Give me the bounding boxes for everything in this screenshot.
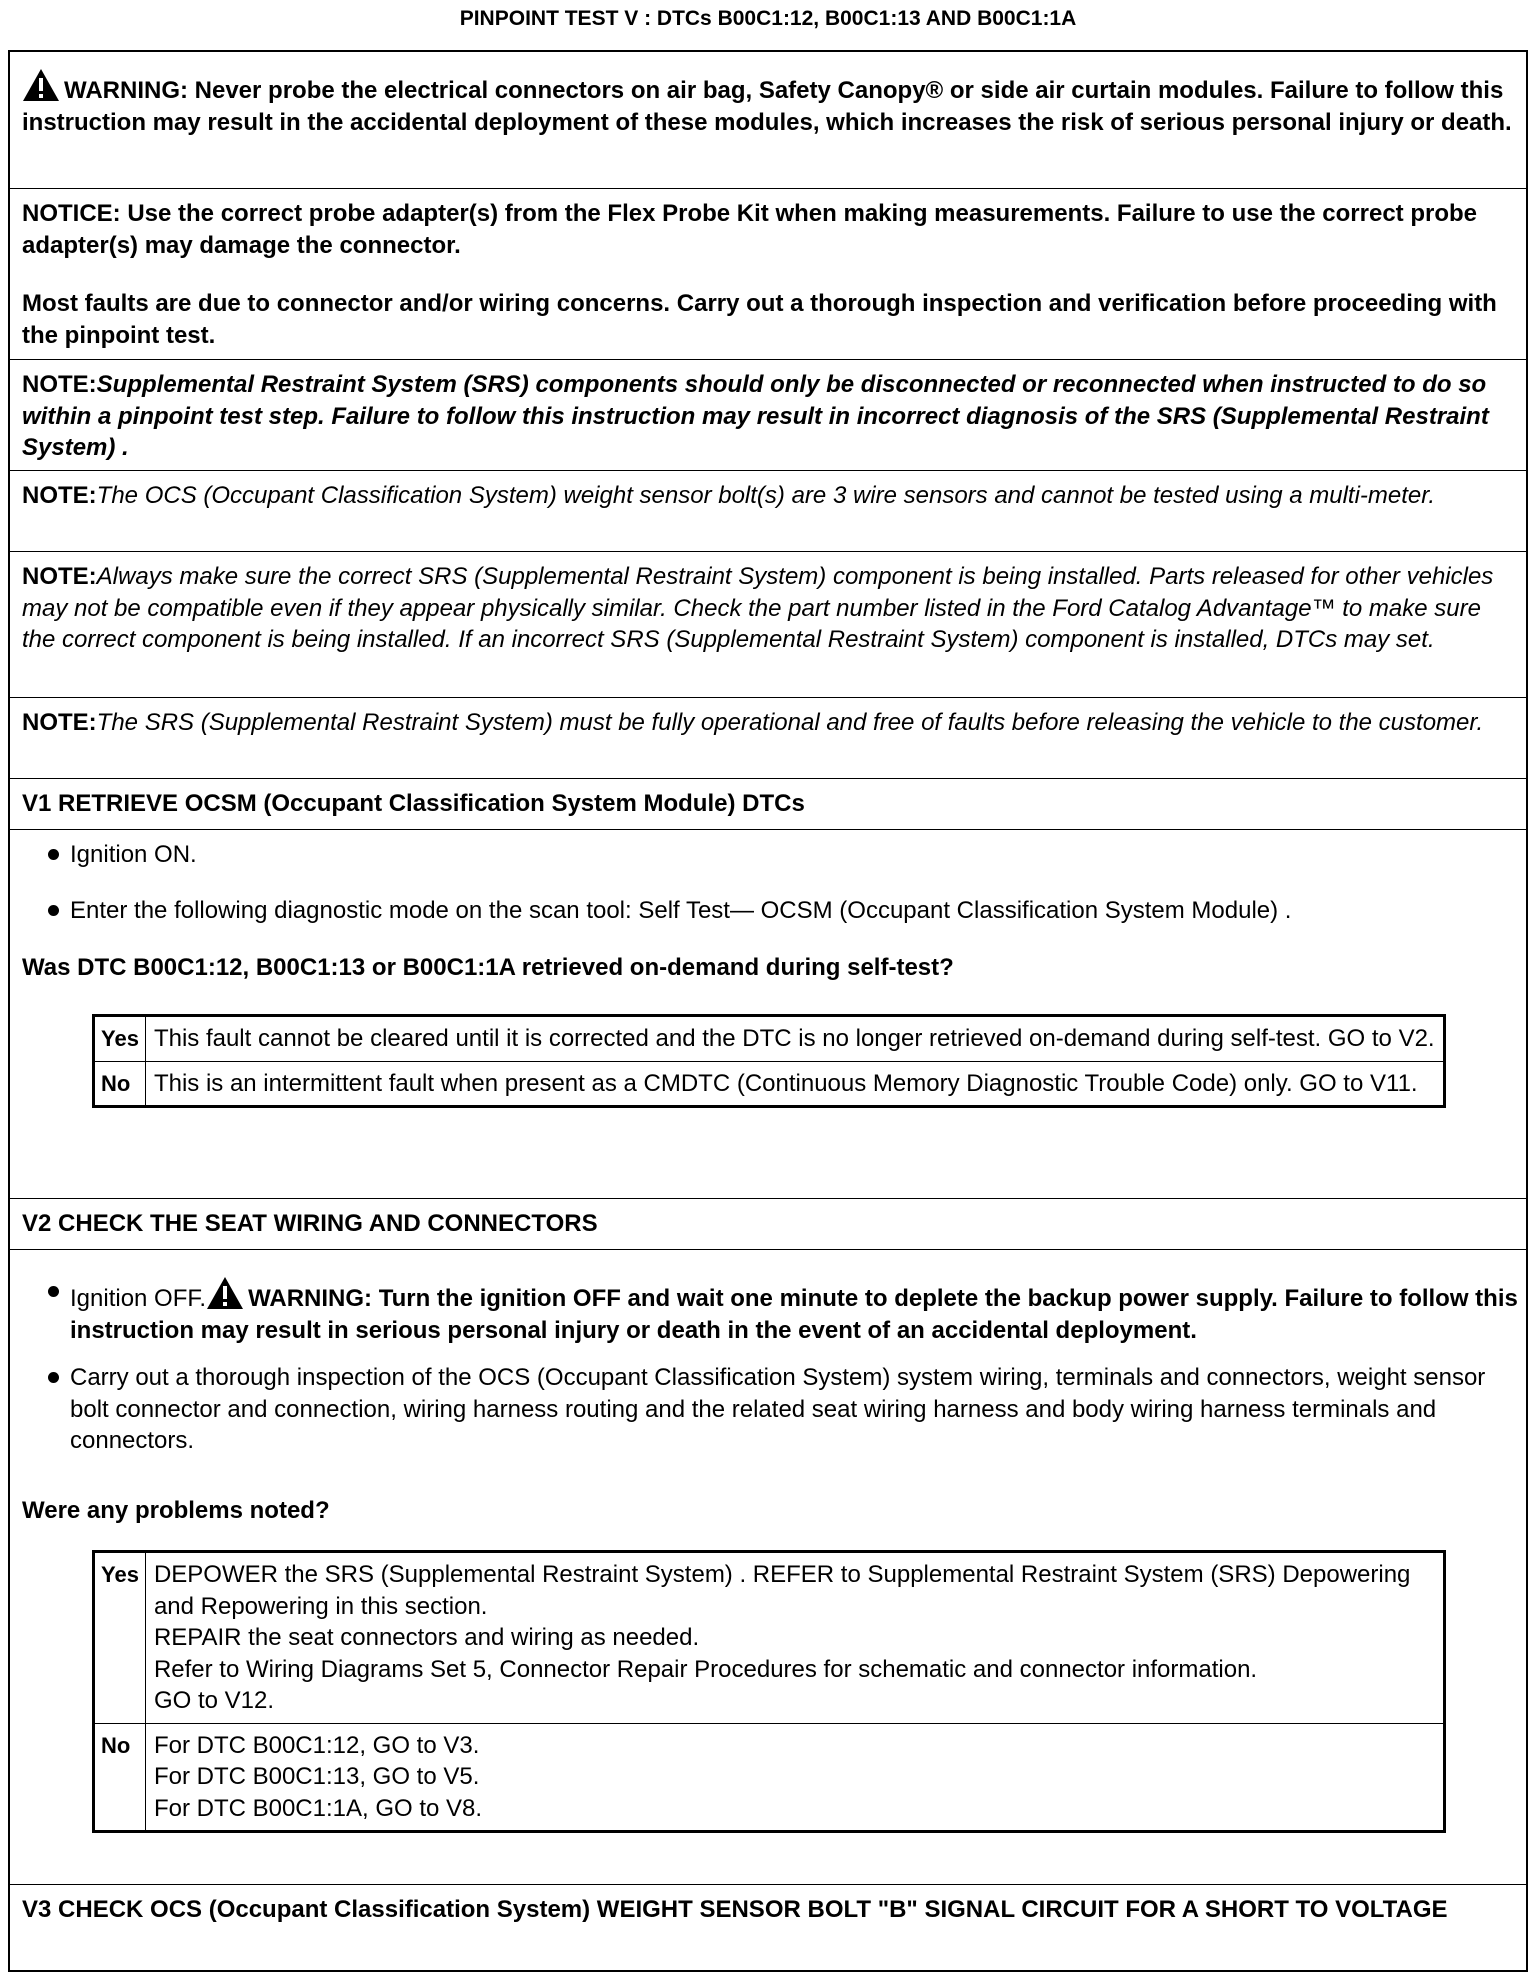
divider <box>10 778 1526 779</box>
note-text: The OCS (Occupant Classification System) weight sensor bolt(s) are 3 wire sensors and cannot be tested using a multi-meter. <box>96 482 1436 509</box>
warning-triangle-icon <box>22 68 60 102</box>
page-title: PINPOINT TEST V : DTCs B00C1:12, B00C1:13 AND B00C1:1A <box>459 7 1077 30</box>
note-lead: NOTE: <box>22 563 97 590</box>
answer-no-text: For DTC B00C1:12, GO to V3. For DTC B00C1:13, GO to V5. For DTC B00C1:1A, GO to V8. <box>145 1723 1444 1832</box>
answer-yes-label: Yes <box>94 1016 146 1062</box>
bullet-dot-icon <box>48 849 59 860</box>
answer-yes-label: Yes <box>94 1552 146 1724</box>
divider <box>10 188 1526 189</box>
faults-text: Most faults are due to connector and/or wiring concerns. Carry out a thorough inspection and verification before proceeding with the pinpoint test. <box>22 290 1497 349</box>
note-operational <box>10 701 1526 739</box>
note-text: Always make sure the correct SRS (Supplemental Restraint System) component is being installed. Parts released for other vehicles may not be compatible even if they appear physically similar. Check the part number listed in the Ford Catalog Advantage™ to make sure the correct component is being installed. If an incorrect SRS (Supplemental Restraint System) component is installed, DTCs may set. <box>22 563 1494 653</box>
list-item: Enter the following diagnostic mode on the scan tool: Self Test— OCSM (Occupant Classification System Module) . <box>26 895 1518 927</box>
note-lead: NOTE: <box>22 371 97 398</box>
bullet-dot-icon <box>48 1286 59 1297</box>
note-correct-component <box>10 555 1526 656</box>
v3-heading: V3 CHECK OCS (Occupant Classification System) WEIGHT SENSOR BOLT "B" SIGNAL CIRCUIT FOR A SHORT TO VOLTAGE <box>22 1896 1448 1923</box>
answer-no-label: No <box>94 1723 146 1832</box>
divider <box>10 1884 1526 1885</box>
note-text: The SRS (Supplemental Restraint System) must be fully operational and free of faults before releasing the vehicle to the customer. <box>96 709 1484 736</box>
v1-question: Was DTC B00C1:12, B00C1:13 or B00C1:1A retrieved on-demand during self-test? <box>22 954 954 981</box>
table-row <box>94 1016 1445 1062</box>
note-text: Supplemental Restraint System (SRS) components should only be disconnected or reconnected when instructed to do so within a pinpoint test step. Failure to follow this instruction may result in incorrect diagnosis of the SRS (Supplemental Restraint System) . <box>22 371 1489 461</box>
divider <box>10 1249 1526 1250</box>
notice-text: NOTICE: Use the correct probe adapter(s) from the Flex Probe Kit when making measurements. Failure to use the correct probe adapter(s) may damage the connector. <box>22 200 1477 259</box>
v2-warning-text: WARNING: Turn the ignition OFF and wait one minute to deplete the backup power supply. Failure to follow this instruction may result in serious personal injury or death in the event of an accidental deployment. <box>70 1285 1518 1344</box>
list-item: Ignition OFF. WARNING: Turn the ignition OFF and wait one minute to deplete the backup power supply. Failure to follow this instruction may result in serious personal injury or death in the event of an accidental deployment. <box>26 1276 1518 1346</box>
list-item: Ignition ON. <box>26 839 1518 871</box>
divider <box>10 1198 1526 1199</box>
v1-answer-table <box>92 1014 1446 1108</box>
warning-triangle-icon <box>206 1276 244 1310</box>
bullet-dot-icon <box>48 1372 59 1383</box>
note-weight-sensor <box>10 474 1526 512</box>
note-srs-disconnect <box>10 363 1526 464</box>
note-lead: NOTE: <box>22 482 97 509</box>
v2-question: Were any problems noted? <box>22 1497 330 1524</box>
divider <box>10 551 1526 552</box>
divider <box>10 470 1526 471</box>
v1-heading: V1 RETRIEVE OCSM (Occupant Classification System Module) DTCs <box>22 790 805 817</box>
table-row <box>94 1552 1445 1724</box>
divider <box>10 359 1526 360</box>
warning-block <box>10 62 1526 138</box>
table-row <box>94 1723 1445 1832</box>
v2-heading: V2 CHECK THE SEAT WIRING AND CONNECTORS <box>22 1210 598 1237</box>
procedure-frame <box>8 50 1528 1972</box>
answer-yes-text: DEPOWER the SRS (Supplemental Restraint System) . REFER to Supplemental Restraint System (SRS) Depowering and Repowering in this section. REPAIR the seat connectors and wiring as needed. Refer to Wiring Diagrams Set 5, Connector Repair Procedures for schematic and connector information. GO to V12. <box>145 1552 1444 1724</box>
note-lead: NOTE: <box>22 709 97 736</box>
warning-text: WARNING: Never probe the electrical connectors on air bag, Safety Canopy® or side air curtain modules. Failure to follow this instruction may result in the accidental deployment of these modules, which increases the risk of serious personal injury or death. <box>22 77 1512 136</box>
list-item: Carry out a thorough inspection of the OCS (Occupant Classification System) system wiring, terminals and connectors, weight sensor bolt connector and connection, wiring harness routing and the related seat wiring harness and body wiring harness terminals and connectors. <box>26 1362 1518 1457</box>
answer-no-text: This is an intermittent fault when present as a CMDTC (Continuous Memory Diagnostic Trouble Code) only. GO to V11. <box>145 1061 1444 1107</box>
table-row <box>94 1061 1445 1107</box>
answer-yes-text: This fault cannot be cleared until it is corrected and the DTC is no longer retrieved on-demand during self-test. GO to V2. <box>145 1016 1444 1062</box>
answer-no-label: No <box>94 1061 146 1107</box>
bullet-dot-icon <box>48 905 59 916</box>
v2-answer-table <box>92 1550 1446 1833</box>
divider <box>10 829 1526 830</box>
divider <box>10 697 1526 698</box>
